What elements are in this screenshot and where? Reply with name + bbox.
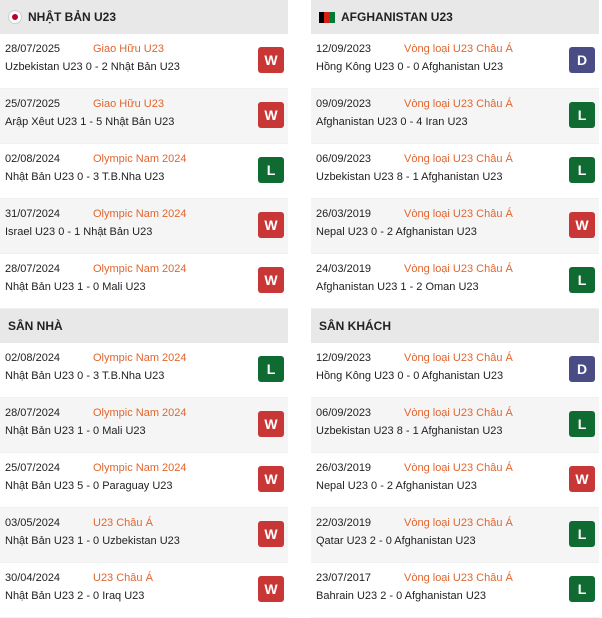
- match-row[interactable]: [311, 34, 599, 89]
- match-row[interactable]: [0, 34, 288, 89]
- team-header-afghanistan: [311, 0, 599, 34]
- match-date: 25/07/2024: [5, 462, 61, 474]
- result-badge: W: [569, 212, 595, 238]
- result-badge: W: [258, 102, 284, 128]
- match-score: Uzbekistan U23 8 - 1 Afghanistan U23: [316, 171, 503, 183]
- match-score: Nepal U23 0 - 2 Afghanistan U23: [316, 480, 477, 492]
- match-score: Nhật Bản U23 0 - 3 T.B.Nha U23: [5, 370, 165, 382]
- competition-link[interactable]: Olympic Nam 2024: [93, 462, 187, 474]
- match-date: 24/03/2019: [316, 263, 372, 275]
- match-row[interactable]: [0, 89, 288, 144]
- result-badge: L: [569, 521, 595, 547]
- match-row[interactable]: [311, 508, 599, 563]
- competition-link[interactable]: Vòng loại U23 Châu Á: [404, 352, 513, 364]
- team-name: NHẬT BẢN U23: [28, 10, 117, 24]
- japan-flag-icon: [8, 10, 22, 24]
- match-date: 06/09/2023: [316, 407, 372, 419]
- recent-matches-list: [0, 34, 288, 309]
- home-matches-list: [0, 343, 288, 618]
- result-badge: L: [258, 356, 284, 382]
- match-score: Nhật Bản U23 2 - 0 Iraq U23: [5, 590, 145, 602]
- result-badge: L: [569, 267, 595, 293]
- match-date: 28/07/2024: [5, 263, 61, 275]
- result-badge: W: [569, 466, 595, 492]
- match-date: 30/04/2024: [5, 572, 61, 584]
- result-badge: L: [569, 157, 595, 183]
- competition-link[interactable]: Vòng loại U23 Châu Á: [404, 153, 513, 165]
- match-row[interactable]: [0, 508, 288, 563]
- match-score: Afghanistan U23 1 - 2 Oman U23: [316, 281, 479, 293]
- result-badge: L: [569, 411, 595, 437]
- competition-link[interactable]: Olympic Nam 2024: [93, 407, 187, 419]
- match-row[interactable]: [311, 398, 599, 453]
- match-date: 02/08/2024: [5, 352, 61, 364]
- competition-link[interactable]: Vòng loại U23 Châu Á: [404, 98, 513, 110]
- team-header-japan: [0, 0, 288, 34]
- match-score: Hồng Kông U23 0 - 0 Afghanistan U23: [316, 370, 504, 382]
- result-badge: W: [258, 212, 284, 238]
- match-row[interactable]: [0, 144, 288, 199]
- match-row[interactable]: [0, 343, 288, 398]
- competition-link[interactable]: Vòng loại U23 Châu Á: [404, 517, 513, 529]
- match-date: 12/09/2023: [316, 352, 372, 364]
- japan-column: [0, 0, 288, 618]
- competition-link[interactable]: Giao Hữu U23: [93, 98, 164, 110]
- afghanistan-flag-icon: [319, 12, 335, 23]
- match-row[interactable]: [0, 254, 288, 309]
- match-score: Israel U23 0 - 1 Nhật Bản U23: [5, 226, 153, 238]
- competition-link[interactable]: Olympic Nam 2024: [93, 153, 187, 165]
- result-badge: L: [569, 576, 595, 602]
- section-title: SÂN NHÀ: [8, 319, 63, 333]
- match-row[interactable]: [0, 453, 288, 508]
- match-row[interactable]: [0, 199, 288, 254]
- competition-link[interactable]: Giao Hữu U23: [93, 43, 164, 55]
- match-date: 26/03/2019: [316, 462, 372, 474]
- section-header-away: [311, 309, 599, 343]
- match-row[interactable]: [311, 343, 599, 398]
- match-date: 03/05/2024: [5, 517, 61, 529]
- competition-link[interactable]: Vòng loại U23 Châu Á: [404, 462, 513, 474]
- away-matches-list: [311, 343, 599, 618]
- match-date: 28/07/2025: [5, 43, 61, 55]
- match-score: Nhật Bản U23 5 - 0 Paraguay U23: [5, 480, 173, 492]
- match-row[interactable]: [311, 199, 599, 254]
- result-badge: W: [258, 267, 284, 293]
- competition-link[interactable]: Vòng loại U23 Châu Á: [404, 263, 513, 275]
- competition-link[interactable]: Vòng loại U23 Châu Á: [404, 407, 513, 419]
- match-row[interactable]: [311, 563, 599, 618]
- result-badge: W: [258, 47, 284, 73]
- match-score: Nhật Bản U23 1 - 0 Uzbekistan U23: [5, 535, 180, 547]
- match-score: Nhật Bản U23 0 - 3 T.B.Nha U23: [5, 171, 165, 183]
- match-score: Nhật Bản U23 1 - 0 Mali U23: [5, 425, 146, 437]
- match-score: Arập Xêut U23 1 - 5 Nhật Bản U23: [5, 116, 175, 128]
- match-date: 23/07/2017: [316, 572, 372, 584]
- match-score: Afghanistan U23 0 - 4 Iran U23: [316, 116, 468, 128]
- result-badge: L: [258, 157, 284, 183]
- result-badge: W: [258, 521, 284, 547]
- result-badge: W: [258, 466, 284, 492]
- match-score: Nepal U23 0 - 2 Afghanistan U23: [316, 226, 477, 238]
- result-badge: D: [569, 356, 595, 382]
- result-badge: W: [258, 411, 284, 437]
- competition-link[interactable]: Olympic Nam 2024: [93, 208, 187, 220]
- match-date: 26/03/2019: [316, 208, 372, 220]
- recent-matches-list: [311, 34, 599, 309]
- match-date: 02/08/2024: [5, 153, 61, 165]
- competition-link[interactable]: Olympic Nam 2024: [93, 263, 187, 275]
- match-date: 25/07/2025: [5, 98, 61, 110]
- match-date: 12/09/2023: [316, 43, 372, 55]
- match-score: Qatar U23 2 - 0 Afghanistan U23: [316, 535, 476, 547]
- competition-link[interactable]: Olympic Nam 2024: [93, 352, 187, 364]
- match-row[interactable]: [311, 254, 599, 309]
- match-score: Bahrain U23 2 - 0 Afghanistan U23: [316, 590, 487, 602]
- match-date: 28/07/2024: [5, 407, 61, 419]
- match-score: Hồng Kông U23 0 - 0 Afghanistan U23: [316, 61, 504, 73]
- match-row[interactable]: [311, 89, 599, 144]
- match-score: Uzbekistan U23 0 - 2 Nhật Bản U23: [5, 61, 180, 73]
- match-score: Uzbekistan U23 8 - 1 Afghanistan U23: [316, 425, 503, 437]
- match-date: 22/03/2019: [316, 517, 372, 529]
- section-title: SÂN KHÁCH: [319, 319, 391, 333]
- competition-link[interactable]: Vòng loại U23 Châu Á: [404, 43, 513, 55]
- match-row[interactable]: [0, 563, 288, 618]
- match-date: 06/09/2023: [316, 153, 372, 165]
- match-row[interactable]: [311, 453, 599, 508]
- match-date: 31/07/2024: [5, 208, 61, 220]
- match-score: Nhật Bản U23 1 - 0 Mali U23: [5, 281, 146, 293]
- match-date: 09/09/2023: [316, 98, 372, 110]
- competition-link[interactable]: Vòng loại U23 Châu Á: [404, 208, 513, 220]
- competition-link[interactable]: U23 Châu Á: [93, 517, 153, 529]
- afghanistan-column: [311, 0, 599, 618]
- match-row[interactable]: [311, 144, 599, 199]
- section-header-home: [0, 309, 288, 343]
- result-badge: W: [258, 576, 284, 602]
- match-row[interactable]: [0, 398, 288, 453]
- competition-link[interactable]: U23 Châu Á: [93, 572, 153, 584]
- result-badge: D: [569, 47, 595, 73]
- competition-link[interactable]: Vòng loại U23 Châu Á: [404, 572, 513, 584]
- team-name: AFGHANISTAN U23: [341, 10, 453, 24]
- result-badge: L: [569, 102, 595, 128]
